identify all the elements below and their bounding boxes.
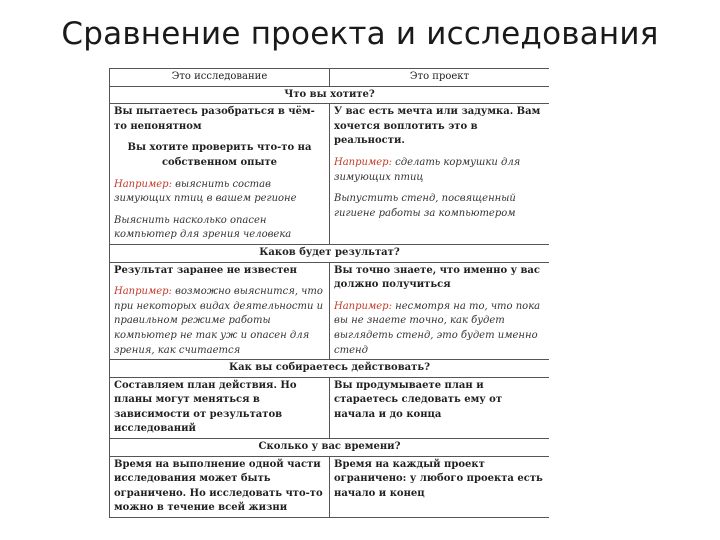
example-label: Например: [114,178,172,190]
section-question: Что вы хотите? [110,86,550,104]
paragraph-text: Вы продумываете план и стараетесь следовать ему от начала и до конца [334,379,503,420]
question-row [110,86,550,104]
paragraph-gap [114,134,325,141]
research-paragraph [114,178,325,207]
slide-title: Сравнение проекта и исследования [61,16,659,52]
section-content-row [110,377,550,438]
project-paragraph [334,458,545,502]
research-cell [110,377,330,438]
section-content-row [110,262,550,360]
research-paragraph [114,264,325,279]
paragraph-gap [334,185,545,192]
research-cell [110,262,330,360]
paragraph-text: Вы точно знаете, что именно у вас должно получиться [334,264,541,291]
comparison-table [109,68,549,518]
research-paragraph [114,105,325,134]
section-question: Как вы собираетесь действовать? [110,360,550,378]
research-paragraph [114,214,325,243]
paragraph-text: Время на выполнение одной части исследования может быть ограничено. Но исследовать что-то можно в течение всей жизни [114,458,323,514]
project-cell [330,104,550,245]
project-paragraph [334,192,545,221]
section-content-row [110,456,550,517]
paragraph-text: Выяснить насколько опасен компьютер для зрения человека [114,214,292,241]
example-text: несмотря на то, что пока вы не знаете точно, как будет выглядеть стенд, это будет именно стенд [334,300,541,356]
paragraph-gap [114,171,325,178]
section-question: Сколько у вас времени? [110,439,550,457]
paragraph-gap [334,293,545,300]
paragraph-text: Вы хотите проверить что-то на собственном опыте [127,142,312,168]
paragraph-text: Время на каждый проект ограничено: у любого проекта есть начало и конец [334,458,543,499]
section-question: Каков будет результат? [110,244,550,262]
example-label: Например: [114,286,172,298]
project-paragraph [334,379,545,423]
project-paragraph [334,264,545,293]
project-cell [330,456,550,517]
example-text: возможно выяснится, что при некоторых видах деятельности и правильном режиме работы компьютер не так уж и опасен для зрения, как считается [114,286,324,356]
project-cell [330,262,550,360]
project-paragraph [334,156,545,185]
research-cell [110,456,330,517]
question-row [110,360,550,378]
research-paragraph [114,458,325,516]
project-cell [330,377,550,438]
paragraph-text: Результат заранее не известен [114,264,297,276]
example-label: Например: [334,156,392,168]
section-content-row [110,104,550,245]
paragraph-gap [334,149,545,156]
column-header-row [110,69,550,87]
paragraph-text: Составляем план действия. Но планы могут меняться в зависимости от результатов исследований [114,379,297,435]
example-label: Например: [334,300,392,312]
paragraph-text: Выпустить стенд, посвященный гигиене работы за компьютером [334,193,516,219]
paragraph-text: Вы пытаетесь разобраться в чём-то непонятном [114,106,315,132]
example-text: сделать кормушки для зимующих птиц [334,156,521,183]
paragraph-text: У вас есть мечта или задумка. Вам хочется воплотить это в реальности. [334,106,541,147]
project-paragraph [334,105,545,149]
project-paragraph [334,300,545,358]
paragraph-gap [114,278,325,285]
question-row [110,244,550,262]
column-header-research: Это исследование [110,69,330,87]
comparison-document [109,68,549,540]
research-paragraph [114,141,325,170]
question-row [110,439,550,457]
example-text: выяснить состав зимующих птиц в вашем регионе [114,178,297,205]
paragraph-gap [114,207,325,214]
column-header-project: Это проект [330,69,550,87]
research-paragraph [114,285,325,358]
research-cell [110,104,330,245]
research-paragraph [114,379,325,437]
